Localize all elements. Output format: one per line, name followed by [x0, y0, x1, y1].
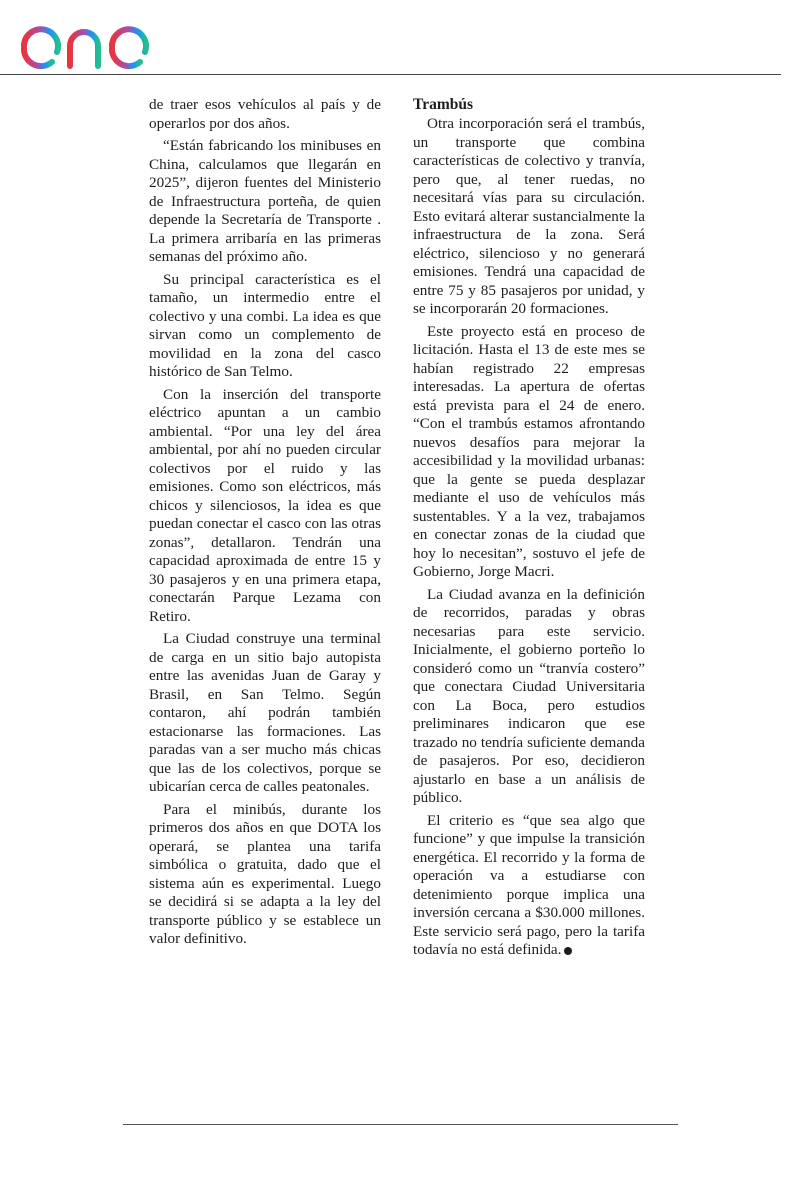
article-paragraph: La Ciudad construye una terminal de carga en un sitio bajo autopista entre las avenidas Juan de Garay y Brasil, en San Telmo. Según contaron, ahí podrán también estacionarse las formaciones. Las paradas van a ser mucho más chicas que las de los colectivos, porque se ubicarían cerca de calles peatonales.: [149, 630, 381, 795]
article-paragraph: Este proyecto está en proceso de licitación. Hasta el 13 de este mes se habían registrado 22 empresas interesadas. La apertura de ofertas está prevista para el 24 de enero. “Con el trambús estamos afrontando nuevos desafíos para mejorar la accesibilidad y la movilidad urbanas: que la gente se pueda desplazar mediante el uso de vehículos más sustentables. Y a la vez, trabajamos en conectar zonas de la ciudad que hoy lo necesitan”, sostuvo el jefe de Gobierno, Jorge Macri.: [413, 322, 645, 580]
logo-text: enel: [17, 7, 20, 8]
section-subheading: Trambús: [413, 96, 474, 113]
enel-logo-graphic: [16, 6, 196, 70]
article-column-right: [413, 96, 645, 964]
end-of-article-marker: [564, 947, 572, 955]
article-paragraph: La Ciudad avanza en la definición de recorridos, paradas y obras necesarias para este servicio. Inicialmente, el gobierno porteño lo consideró como un “tranvía costero” que conectara Ciudad Universitaria con La Boca, pero estudios preliminares indicaron que ese trazado no tendría suficiente demanda de pasajeros. Por eso, decidieron ajustarlo en base a un análisis de público.: [413, 585, 645, 806]
article-paragraph: “Están fabricando los minibuses en China, calculamos que llegarán en 2025”, dijeron fuentes del Ministerio de Infraestructura porteña, de quien depende la Secretaría de Transporte . La primera arribaría en las primeras semanas del próximo año.: [149, 137, 381, 265]
article-paragraph: El criterio es “que sea algo que funcione” y que impulse la transición energética. El recorrido y la forma de operación va a estudiarse con detenimiento porque implica una inversión cercana a $30.000 millones. Este servicio será pago, pero la tarifa todavía no está definida.: [413, 811, 645, 958]
header-divider: [0, 74, 781, 75]
article-paragraph: Para el minibús, durante los primeros dos años en que DOTA los operará, se plantea una tarifa simbólica o gratuita, dado que el sistema aún es experimental. Luego se decidirá si se adapta a la ley del transporte público y se establece un valor definitivo.: [149, 800, 381, 947]
article-paragraph: Su principal característica es el tamaño, un intermedio entre el colectivo y una combi. La idea es que sirvan como un complemento de movilidad en la zona del casco histórico de San Telmo.: [149, 270, 381, 380]
article-paragraph: Otra incorporación será el trambús, un transporte que combina características de colectivo y tranvía, pero que, al tener ruedas, no necesitará vías para su circulación. Esto evitará alterar sustancialmente la infraestructura de la zona. Será eléctrico, silencioso y no generará emisiones. Tendrá una capacidad de entre 75 y 85 pasajeros por unidad, y se incorporarán 20 formaciones.: [413, 115, 645, 317]
article-paragraph: Con la inserción del transporte eléctrico apuntan a un cambio ambiental. “Por una ley del área ambiental, por ahí no pueden circular colectivos por el ruido y las emisiones. Como son eléctricos, más chicos y silenciosos, la idea es que puedan conectar el casco con las otras zonas”, detallaron. Tendrán una capacidad aproximada de entre 15 y 30 pasajeros y en una primera etapa, conectarán Parque Lezama con Retiro.: [149, 385, 381, 625]
footer-divider: [123, 1124, 678, 1125]
enel-logo: [16, 6, 196, 70]
article-paragraph: de traer esos vehículos al país y de operarlos por dos años.: [149, 96, 381, 132]
article-paragraph-last: [413, 812, 645, 960]
article-column-left: [149, 96, 381, 953]
